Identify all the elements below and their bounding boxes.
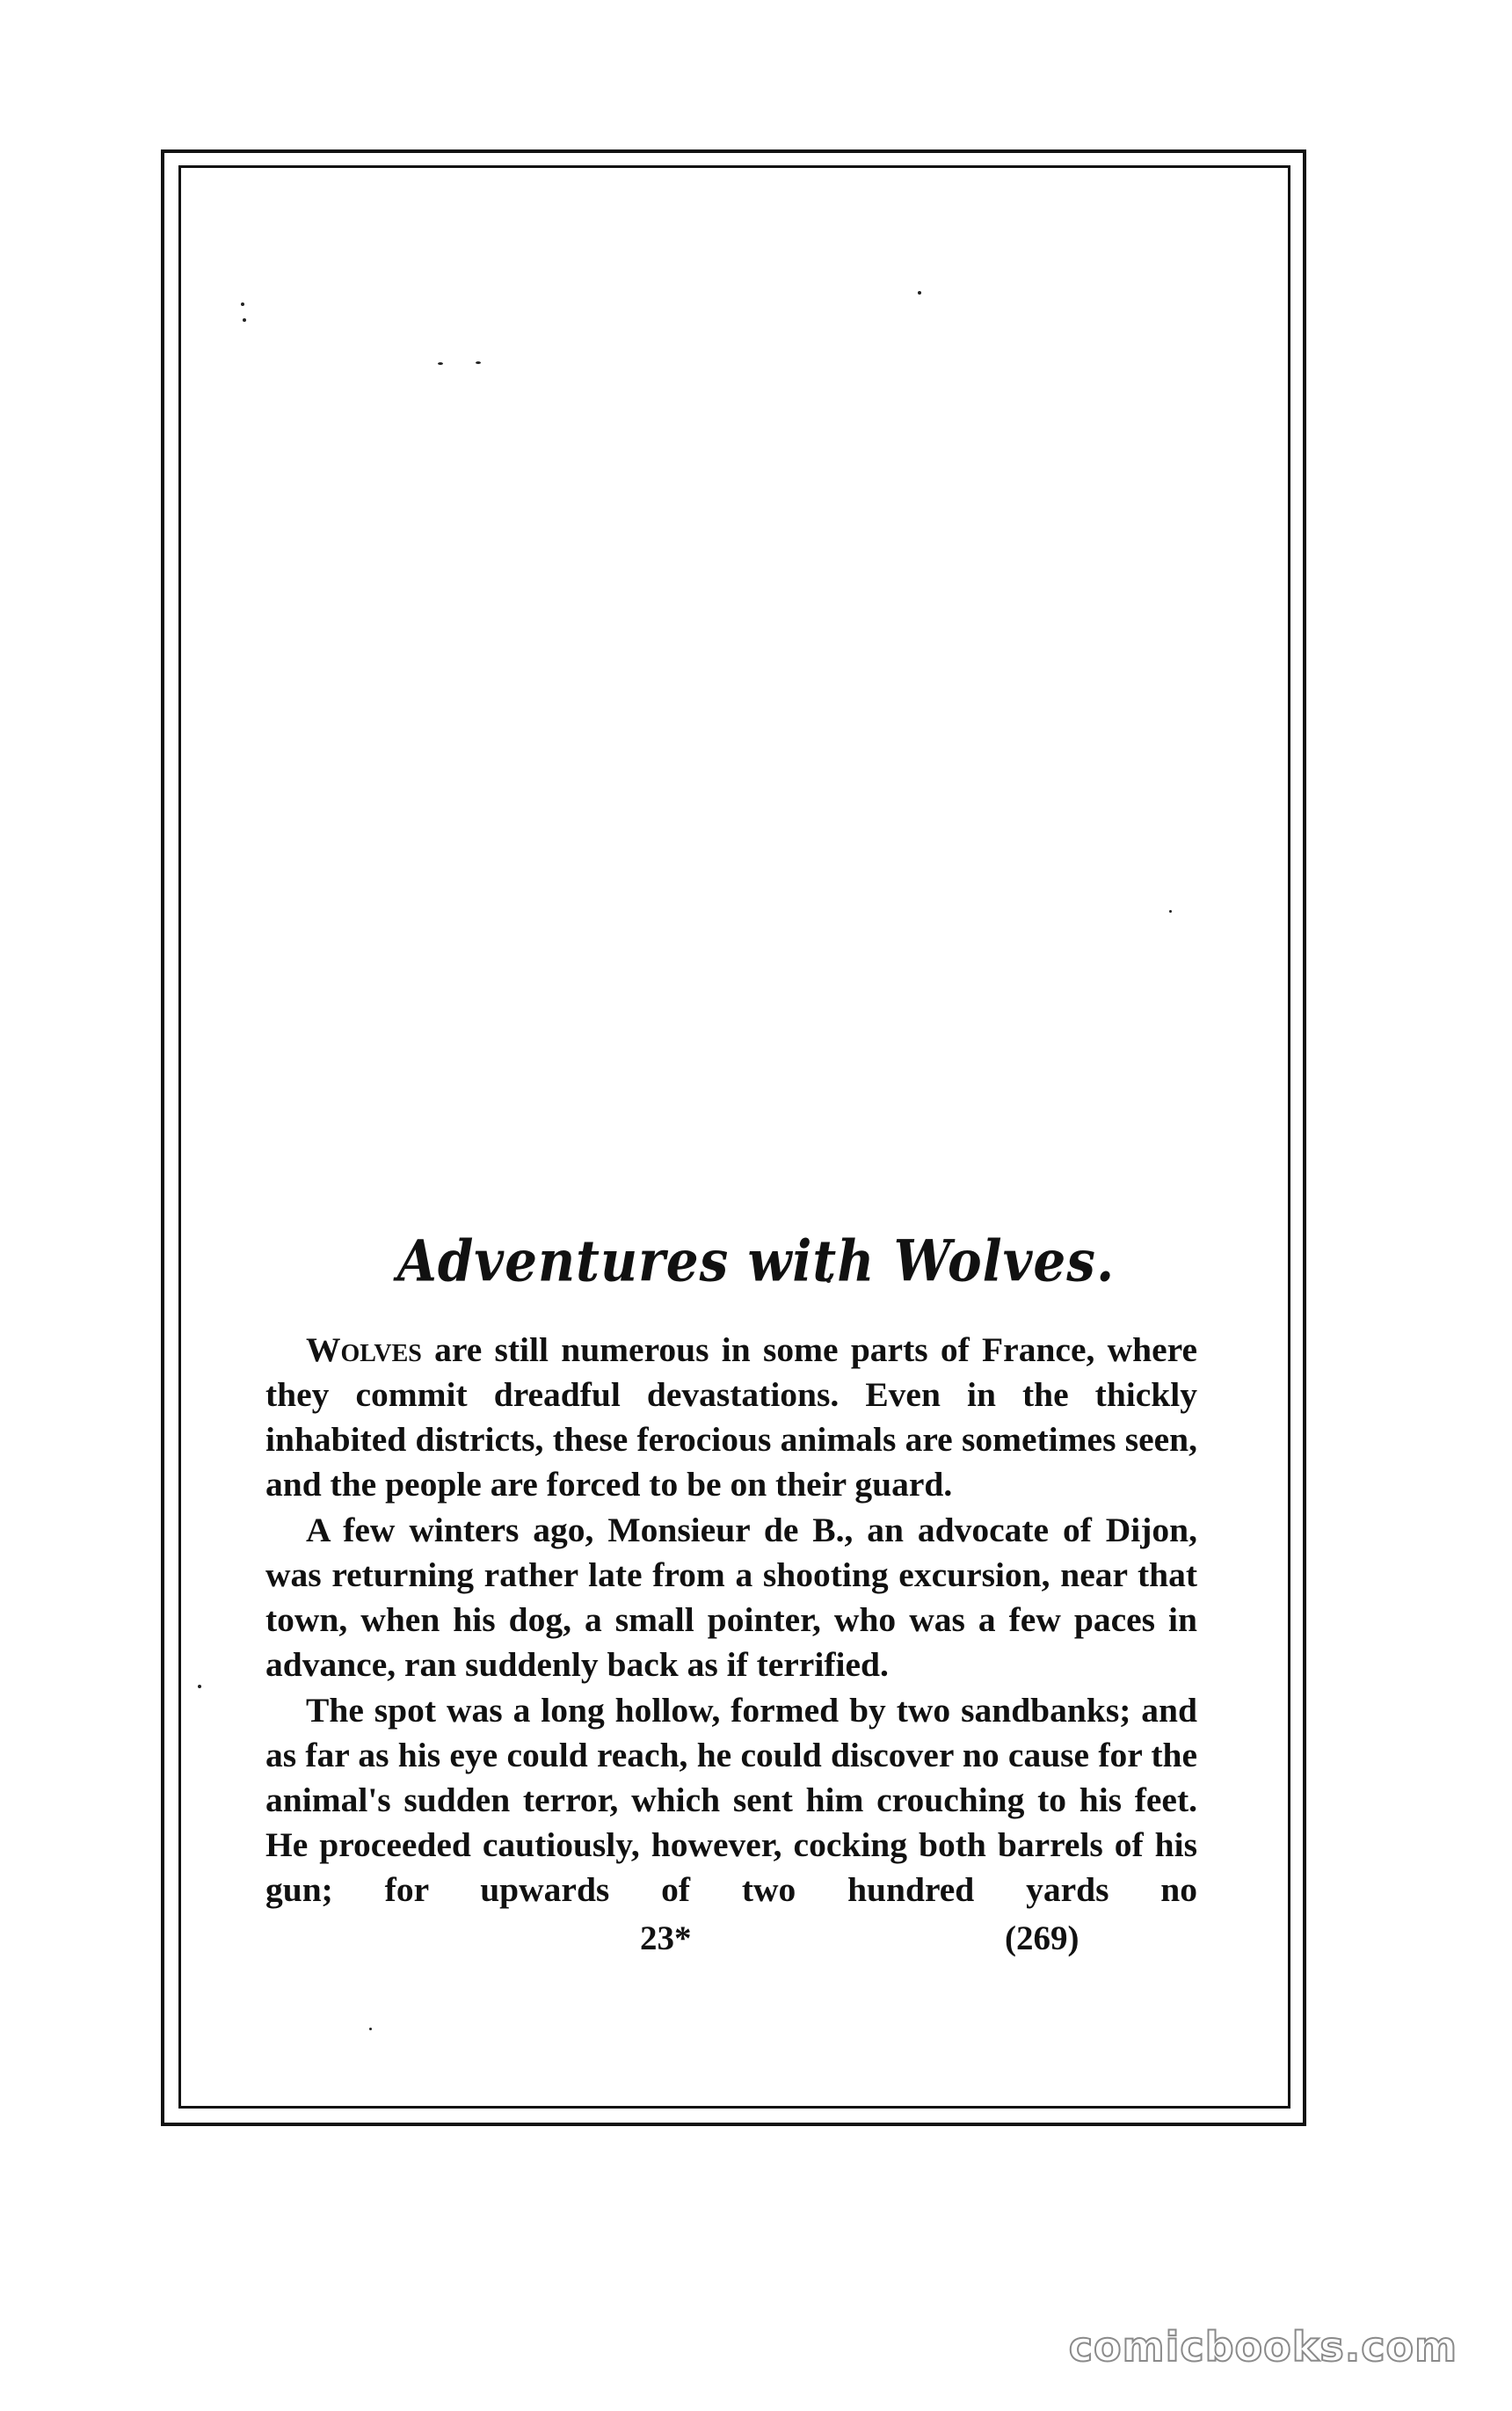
body-text: [265, 1328, 1197, 1913]
print-speck: [198, 1685, 201, 1688]
paragraph-text: The spot was a long hollow, formed by two sandbanks; and as far as his eye could reach, he could discover no cause for the animal's sudden terror, which sent him crouching to his feet. He proceeded cautiously, however, cocking both barrels of his gun; for upwards of two hundred yards no: [265, 1691, 1197, 1909]
signature-mark: 23*: [640, 1919, 692, 1957]
watermark-text: comicbooks.com: [1068, 2323, 1457, 2371]
print-speck: [241, 302, 244, 306]
print-speck: [918, 291, 921, 295]
paragraph-text: are still numerous in some parts of France, where they commit dreadful devastations. Even in the thickly inhabited districts, these ferocious animals are sometimes seen, and the people are forced to be on their guard.: [265, 1330, 1197, 1504]
paragraph: [265, 1508, 1197, 1687]
paragraph: [265, 1328, 1197, 1507]
paragraph-text: A few winters ago, Monsieur de B., an advocate of Dijon, was returning rather late from a shooting excursion, near that town, when his dog, a small pointer, who was a few paces in advance, ran suddenly back as if terrified.: [265, 1511, 1197, 1684]
chapter-title: Adventures with Wolves.: [396, 1227, 1116, 1295]
paragraph-lead: Wolves: [306, 1330, 422, 1369]
print-speck: [1169, 910, 1172, 913]
page-number: (269): [1005, 1919, 1079, 1957]
print-speck: [369, 2028, 372, 2030]
paragraph: [265, 1688, 1197, 1912]
print-speck: [476, 361, 481, 364]
print-speck: [243, 318, 246, 322]
print-speck: [438, 362, 443, 365]
